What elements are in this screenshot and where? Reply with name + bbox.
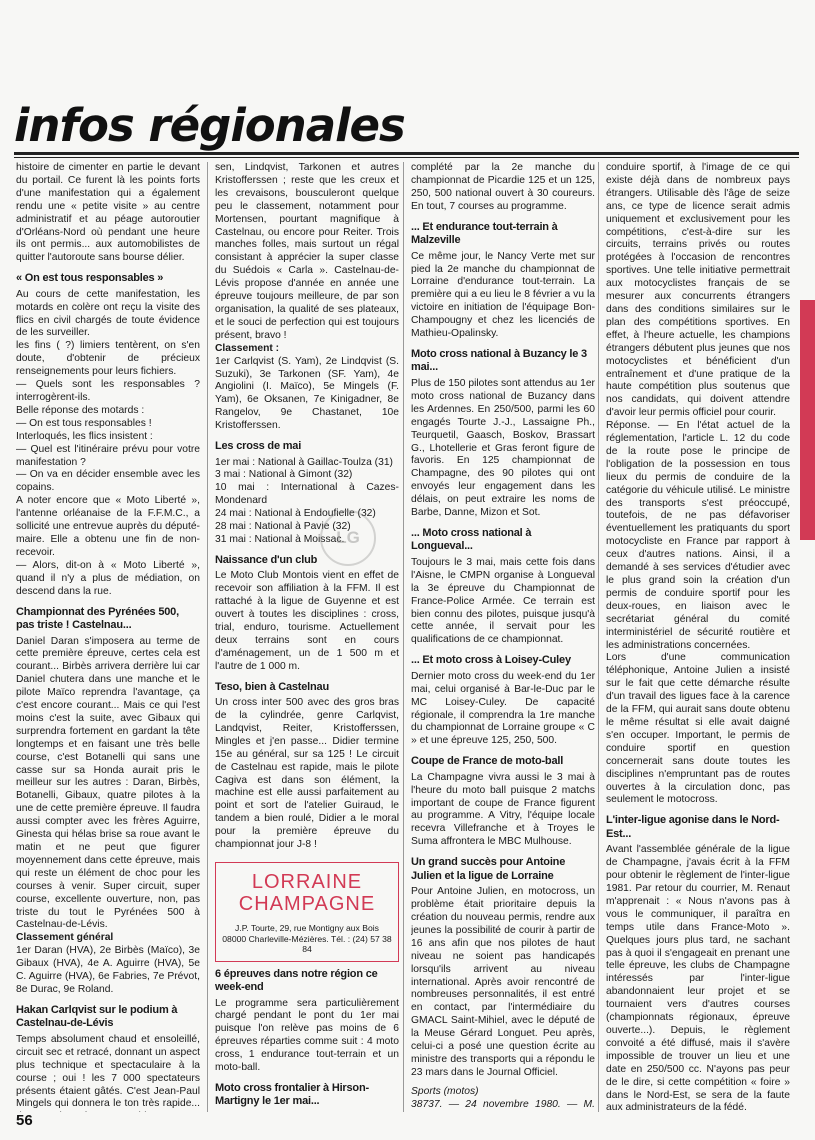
region-box bbox=[215, 862, 399, 962]
paragraph: les fins ( ?) limiers tentèrent, on s'en doute, d'obtenir de précieux renseignements pour leurs fichiers. bbox=[16, 340, 200, 378]
results: 1er Daran (HVA), 2e Birbès (Maïco), 3e Gibaux (HVA), 4e A. Aguirre (HVA), 5e C. Aguirre (HVA), 6e Fabries, 7e Prévot, 8e Durac, 9e Roland. bbox=[16, 945, 200, 995]
subheading: Coupe de France de moto-ball bbox=[411, 755, 564, 768]
paragraph: Pour Antoine Julien, en motocross, un problème était prioritaire depuis la création du nouveau permis, rendre aux jeunes la possibilité de courir à partir de 16 ans afin que nos pilotes de haut niveau ne soient pas handicapés lorsqu'ils arrivent au niveau international. Après avoir rencontré de nombreuses personnalités, il est entré en contact, par l'intermédiaire du GMACL Saint-Mihiel, avec le député de la Meuse Gérard Longuet. Peu après, celui-ci a posé une question écrite au ministre des transports qui a répondu le 23 mars dans le Journal Officiel. bbox=[411, 886, 595, 1078]
paragraph: — On est tous responsables ! bbox=[16, 417, 152, 429]
quote-text: 38737. — 24 novembre 1980. — M. bbox=[411, 1098, 595, 1110]
masthead-rule bbox=[14, 152, 799, 155]
paragraph: Ce même jour, le Nancy Verte met sur pied la 2e manche du championnat de Lorraine d'endurance tout-terrain. La première qui a eu lieu le 8 février a vu la victoire en initiation de l'équipage Bon-Champougny et chez les licenciés de Mathieu-Opalinsky. bbox=[411, 250, 595, 340]
calendar-item: 1er mai : National à Gaillac-Toulza (31) bbox=[215, 456, 393, 468]
paragraph: Belle réponse des motards : bbox=[16, 404, 145, 416]
paragraph: Lors d'une communication téléphonique, Antoine Julien a insisté sur le fait que cette démarche résulte d'un travail des ligues face à la carence de la FFM, qui aurait sans doute obtenu le même résultat si elle avait daigné s'en occuper. Important, le permis de conduire sportif en question concernerait sans doute toutes les disciplines n'empruntant pas de routes ouvertes à la circulation donc, pas seulement le motocross. bbox=[606, 652, 790, 806]
article-column-4 bbox=[606, 162, 790, 1112]
paragraph: — Alors, dit-on à « Moto Liberté », quand il n'y a plus de médiation, on descend dans la rue. bbox=[16, 559, 200, 597]
paragraph: Réponse. — En l'état actuel de la réglementation, l'article L. 12 du code de la route pose le principe de l'obligation de la possession en tous lieux du permis de conduire de la catégorie du véhicule utilisé. Le ministre des transports s'est préoccupé, toutefois, de ne pas défavoriser éventuellement les pratiquants du sport motocycliste en France par rapport à ceux d'autres nations. Ainsi, il a demandé à ses services d'étudier avec le plus grand soin la création d'un permis de conduire sportif pour les deux-roues, en liaison avec le secrétariat général du comité interministériel de sécurité routière et les administrations concernées. bbox=[606, 420, 790, 651]
article-column-1 bbox=[16, 162, 200, 1112]
section-masthead: infos régionales bbox=[14, 99, 405, 152]
paragraph: — On va en décider ensemble avec les copains. bbox=[16, 469, 200, 494]
subheading: ... Et moto cross à Loisey-Culey bbox=[411, 654, 571, 667]
subheading: Hakan Carlqvist sur le podium à Castelnau-de-Lévis bbox=[16, 1003, 178, 1030]
paragraph: Interloqués, les flics insistent : bbox=[16, 430, 153, 442]
results-label: Classement : bbox=[215, 342, 280, 354]
calendar-item: 31 mai : National à Moissac. bbox=[215, 533, 345, 545]
paragraph: — Quels sont les responsables ? interrogèrent-ils. bbox=[16, 379, 200, 403]
calendar-item: 28 mai : National à Pavie (32) bbox=[215, 521, 351, 533]
paragraph: La Champagne vivra aussi le 3 mai à l'heure du moto ball puisque 2 matchs important de coupe de France figurent au programme. A Vitry, l'équipe locale recevra Villefranche et à Troyes le Suma affrontera le MBC Mulhouse. bbox=[411, 771, 595, 848]
paragraph: complété par la 2e manche du championnat de Picardie 125 et un 125, 250, 500 national ouvert à 30 coureurs. En tout, 7 courses au programme. bbox=[411, 162, 595, 212]
subheading: Teso, bien à Castelnau bbox=[215, 680, 329, 693]
paragraph: Le Moto Club Montois vient en effet de recevoir son affiliation à la FFM. Il est rattaché à la ligue de Guyenne et est ouvert à toutes les disciplines : cross, trial, enduro, tourisme. Actuellement deux terrains sont en cours d'aménagement, un de 1 500 m et l'autre de 1 000 m. bbox=[215, 570, 399, 672]
results: 1er Carlqvist (S. Yam), 2e Lindqvist (S. Suzuki), 3e Tarkonen (SF. Yam), 4e Angiolini (I. Maïco), 5e Mingels (F. Yam), 6e Oksanen, 7e Kinigadner, 8e Rangelov, 9e Chastanet, 10e Kristofferssen. bbox=[215, 355, 399, 432]
article-column-3 bbox=[411, 162, 595, 1112]
subheading: Moto cross national à Buzancy le 3 mai... bbox=[411, 347, 587, 374]
paragraph: — Quel est l'itinéraire prévu pour votre manifestation ? bbox=[16, 443, 200, 468]
paragraph: Au cours de cette manifestation, les motards en colère ont reçu la visite des flics en civil chargés de toute évidence de les surveiller. bbox=[16, 288, 200, 339]
subheading: 6 épreuves dans notre région ce week-end bbox=[215, 967, 378, 993]
paragraph: Toujours le 3 mai, mais cette fois dans l'Aisne, le CMPN organise à Longueval la 3e épreuve du Championnat de France-Police Armée. Ce terrain est bien connu des pilotes, puisque jusqu'à cette année, il servait pour les qualifications de ce championnat. bbox=[411, 556, 595, 646]
calendar-item: 24 mai : National à Endoufielle (32) bbox=[215, 508, 376, 520]
subheading: L'inter-ligue agonise dans le Nord-Est... bbox=[606, 814, 780, 840]
subheading: « On est tous responsables » bbox=[16, 272, 164, 285]
article-column-2 bbox=[215, 162, 399, 1112]
region-title: LORRAINE bbox=[251, 871, 363, 893]
paragraph: Dernier moto cross du week-end du 1er mai, celui organisé à Bar-le-Duc par le MC Loisey-Culey. De capacité régionale, il comprendra la 1re manche du championnat de Lorraine groupe « C » et une épreuve 125, 250, 500. bbox=[411, 670, 595, 747]
calendar-item: 3 mai : National à Gimont (32) bbox=[215, 469, 353, 481]
region-address: J.P. Tourte, 29, rue Montigny aux Bois bbox=[235, 923, 379, 933]
section-edge-tab bbox=[800, 300, 815, 540]
paragraph: Un cross inter 500 avec des gros bras de la cylindrée, genre Carlqvist, Landqvist, Reiter, Kristofferssen, Mingles et j'en passe... Didier termine 15e au général, sur sa 125 ! Le circuit de Castelnau est rapide, mais le pilote Cagiva est dans son élément, la machine est elle aussi parfaitement au point et sort de l'atelier Guiraud, le tandem a bien roulé, Didier a le moral pour la première épreuve du championnat jour J-8 ! bbox=[215, 697, 399, 851]
paragraph: Temps absolument chaud et ensoleillé, circuit sec et retracé, donnant un aspect plus technique et spectaculaire à la course ; oui ! les 7 000 spectateurs présents étaient gâtés. C'est Jean-Paul Mingels qui donnera le ton très rapide... bbox=[16, 1033, 200, 1110]
region-title: CHAMPAGNE bbox=[238, 893, 376, 915]
paragraph: Daniel Daran s'imposera au terme de cette première épreuve, certes cela est courant... Birbès arrivera derrière lui car Daniel chutera dans une manche et le pilote Maïco reprendra l'avantage, ça c'est encore courant... Mais ce qui l'est moins c'est la suite, avec Gibaux qui surprendra fortement en gardant la tête longtemps et en faisant une très belle course, c'est Botanelli qui sans une casse sur sa Honda aurait pris le meilleur sur les autres : Daran, Birbès, Botanelli, Gibaux, quatre pilotes à la une de cette première épreuve. Il faudra aussi compter avec les frères Aguirre, Ginesta qui hélas brise sa roue avant le matin et ne peut que figurer moyennement dans cette épreuve, mais qui reste un élément de choc pour les courses à venir. Super circuit, super course, excellente ouverture, non, pas triste du tout le Pyrénées 500 à Castelnau-de-Lévis. bbox=[16, 635, 200, 931]
results-label: Classement général bbox=[16, 932, 114, 944]
paragraph: A noter encore que « Moto Liberté », l'antenne orléanaise de la F.F.M.C., a sollicité une entrevue auprès du député-maire. Elle a obtenu une fin de non-recevoir. bbox=[16, 495, 200, 558]
subheading: Naissance d'un club bbox=[215, 553, 318, 566]
calendar-item: 10 mai : International à Cazes-Mondenard bbox=[215, 482, 399, 507]
paragraph: Le programme sera particulièrement chargé pendant le pont du 1er mai puisque l'on relève pas moins de 6 épreuves réparties comme suit : 4 moto cross, 1 endurance tout-terrain et un moto-ball. bbox=[215, 997, 399, 1074]
subheading: ... Et endurance tout-terrain à Malzeville bbox=[411, 220, 558, 247]
quote-label: Sports (motos) bbox=[411, 1085, 479, 1097]
column-divider bbox=[207, 162, 208, 1112]
subheading: Un grand succès pour Antoine Julien et la ligue de Lorraine bbox=[411, 856, 566, 882]
paragraph: Avant l'assemblée générale de la ligue de Champagne, j'avais écrit à la FFM pour obtenir le règlement de l'inter-ligue 1981. Par retour du courrier, M. Renaut m'apprenait : « Nous n'avons pas à vous le communiquer, il paraîtra en temps utile dans France-Moto ». Quelques jours plus tard, ne sachant pas à quoi il s'engageait en prenant une telle épreuve, les clubs de Champagne intéressés par l'inter-ligue abandonnaient leur projet et se tournaient vers d'autres courses (championnats régionaux, épreuve ouverte...). Depuis, le règlement convoité a été diffusé, mais il s'avère impossible de trouver un lieu et une date en 250/500 cc. N'ayons pas peur de le dire, si cette compétition « foire » dans le Nord-Est, se sera de la faute aux administrateurs de la fédé. bbox=[606, 844, 790, 1112]
column-divider bbox=[598, 162, 599, 1112]
page-number: 56 bbox=[16, 1112, 33, 1129]
paragraph: sen, Lindqvist, Tarkonen et autres Kristofferssen ; reste que les creux et les crevaisons, bousculeront quelque peu le classement, notamment pour Mortensen, pourtant magnifique à Castelnau, ou encore pour Reiter. Trois manches folles, mais surtout un régal consistant à apprécier la super classe du Suédois « Carla ». Castelnau-de-Lévis propose d'année en année une épreuve toujours meilleure, de par son organisation, la qualité de ses plateaux, et le souci de perfection qui est toujours présent, bravo ! bbox=[215, 162, 399, 341]
library-stamp-watermark: LG bbox=[320, 510, 376, 566]
paragraph: conduire sportif, à l'image de ce qui existe déjà dans de nombreux pays étrangers. Utilisable dès l'âge de seize ans, ce type de licence serait admis uniquement et exclusivement pour les compétitions, c'est-à-dire sur les circuits, terrains privés ou routes protégées à l'occasion de rencontres sportives. Une telle initiative permettrait aux motocyclistes français de se mesurer aux concurrents étrangers dans des conditions similaires sur le plan des compétitions sportives. En effet, à l'heure actuelle, les champions étrangers débutent plus jeunes que nos motocyclistes et bénéficient d'un entraînement et d'une pratique de la haute compétition plus soutenus que nos candidats, qui doivent attendre d'avoir leur permis officiel pour courir. bbox=[606, 162, 790, 419]
subheading: Moto cross frontalier à Hirson-Martigny le 1er mai... bbox=[215, 1081, 369, 1108]
subheading: Les cross de mai bbox=[215, 440, 302, 453]
subheading: ... Moto cross national à Longueval... bbox=[411, 526, 532, 553]
region-address: 08000 Charleville-Mézières. Tél. : (24) 57 38 84 bbox=[222, 933, 392, 954]
subheading: Championnat des Pyrénées 500, pas triste ! Castelnau... bbox=[16, 605, 179, 631]
paragraph: Plus de 150 pilotes sont attendus au 1er moto cross national de Buzancy dans les Ardennes. En 250/500, parmi les 60 engagés Tourte J.-J., Lassaigne Ph., Teurquetil, Gaasch, Boskov, Brassart G., Lhotellerie et Gras feront figure de favoris. En 125 championnat de Champagne, des 90 pilotes qui ont envoyés leur engagement dans les délais, on peut extraire les noms de Barbe, Danne, Mizon et Sot. bbox=[411, 377, 595, 519]
column-divider bbox=[403, 162, 404, 1112]
masthead-rule-thin bbox=[14, 157, 799, 158]
paragraph: histoire de cimenter en partie le devant du portail. Ce furent là les points forts d'une manifestation qui a également rendu une « petite visite » au centre administratif et au péage autoroutier d'Orléans-Nord où pendant une heure ils ont permis... aux automobilistes de quitter l'autoroute sans bourse délier. bbox=[16, 162, 200, 264]
